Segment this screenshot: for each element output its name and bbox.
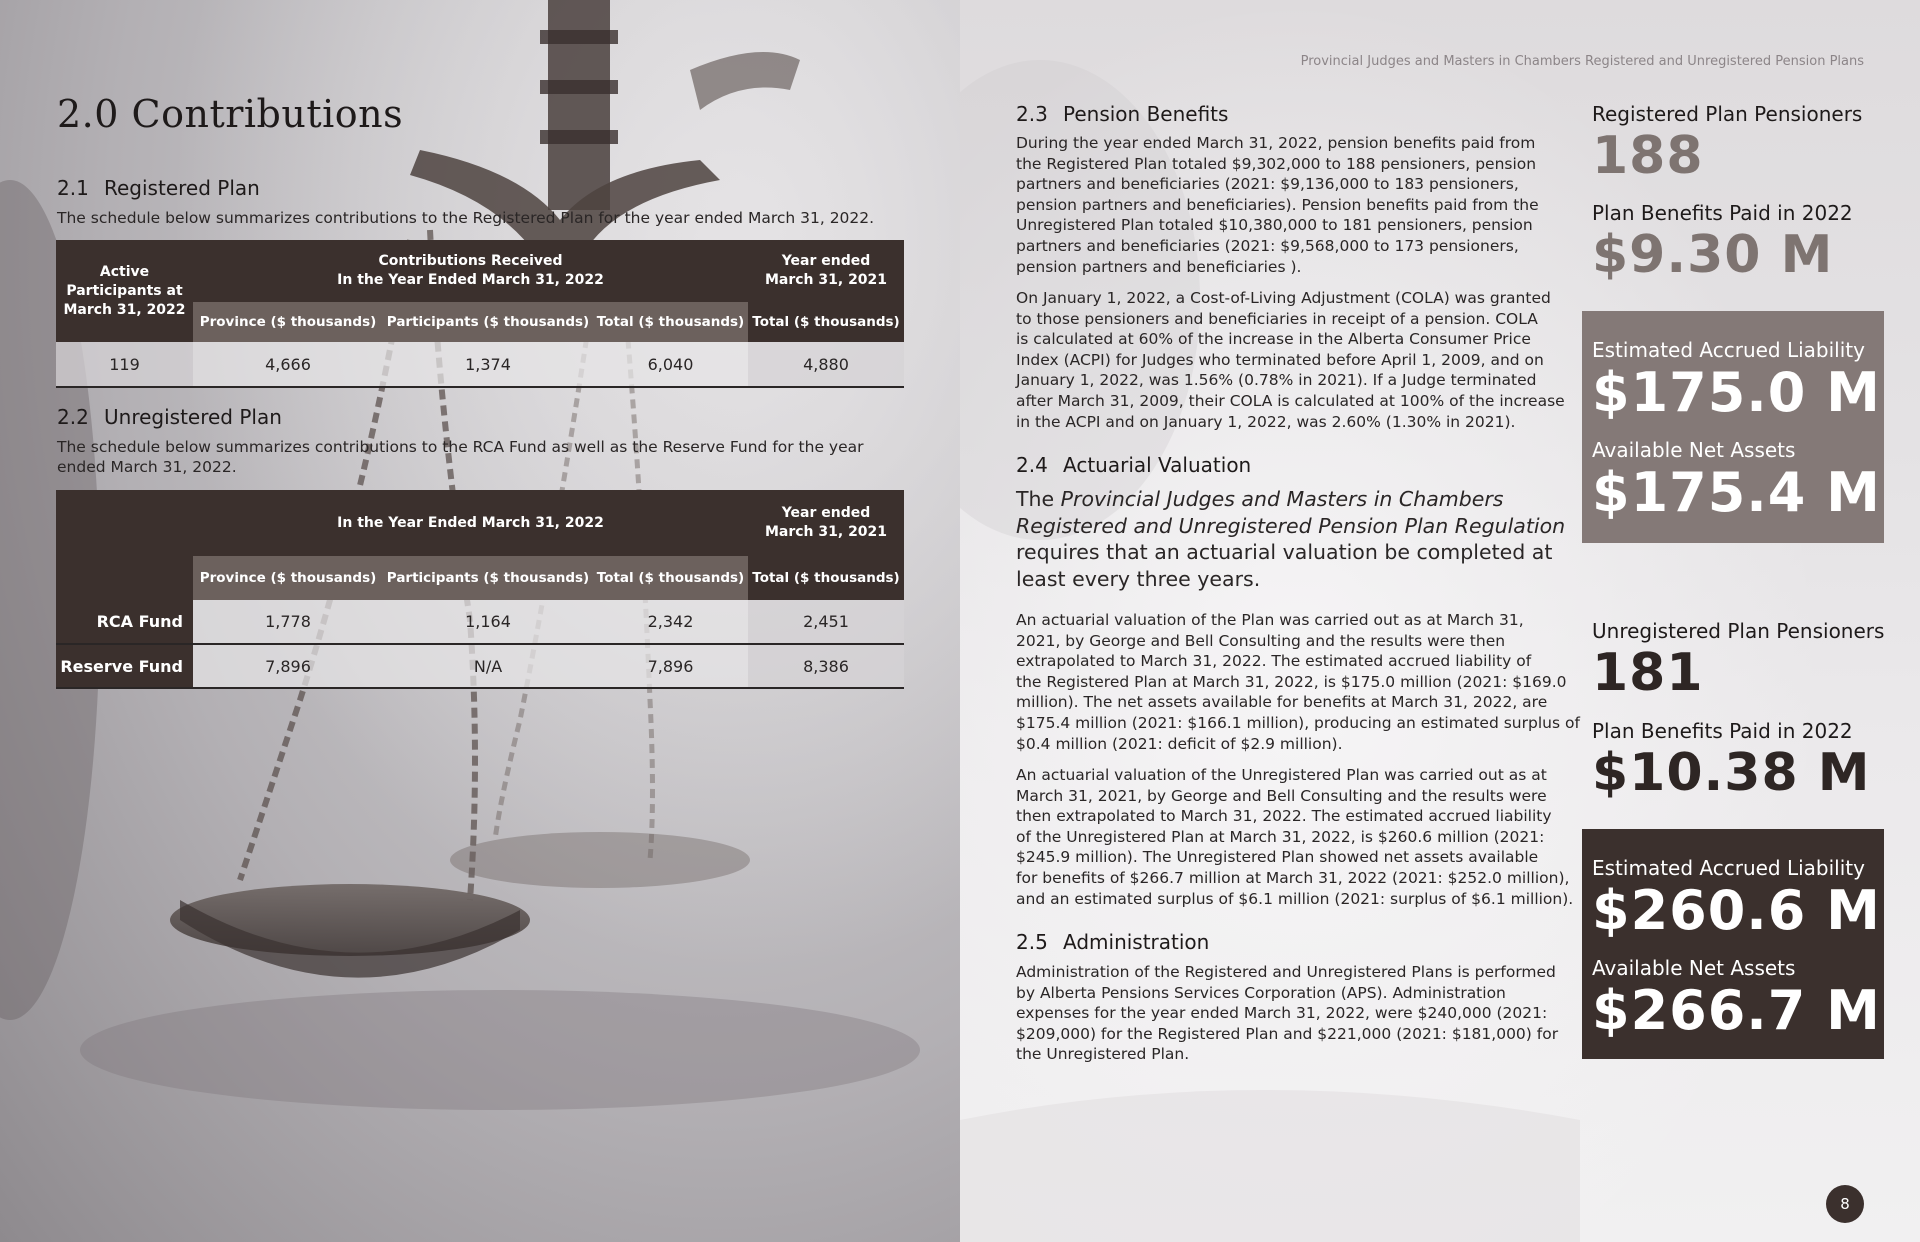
- cell-total: 2,342: [593, 600, 748, 644]
- actuarial-paragraph-1: An actuarial valuation of the Plan was carried out as at March 31, 2021, by George and Bell Consulting and the results were then extrapolated to March 31, 2022. The estimated accrued liability of the Registered Plan at March 31, 2022, is $175.0 million (2021: $169.0 million). The net assets available for benefits at March 31, 2022, are $175.4 million (2021: $166.1 million), producing an estimated surplus of $0.4 million (2021: deficit of $2.9 million).: [1016, 611, 1580, 753]
- cell-active-participants: 119: [56, 342, 193, 387]
- cell-total: 6,040: [593, 342, 748, 387]
- registered-liability-label: Estimated Accrued Liability: [1592, 338, 1865, 362]
- unregistered-liability-box: [1582, 829, 1884, 1059]
- pension-benefits-paragraph-2: On January 1, 2022, a Cost-of-Living Adjustment (COLA) was granted to those pensioners and beneficiaries in receipt of a pension. COLA is calculated at 60% of the increase in the Alberta Consumer Price Index (ACPI) for Judges who terminated before April 1, 2009, and on January 1, 2022, was 1.56% (0.78% in 2021). If a Judge terminated after March 31, 2009, their COLA is calculated at 100% of the increase in the ACPI and on January 1, 2022, was 2.60% (1.30% in 2021).: [1016, 289, 1565, 431]
- section-title: 2.0 Contributions: [57, 92, 404, 136]
- actuarial-lead-statement: The Provincial Judges and Masters in Chambers Registered and Unregistered Pension Plan Regulation requires that an actuarial valuation be completed at least every three years.: [1016, 487, 1566, 591]
- administration-paragraph: Administration of the Registered and Unregistered Plans is performed by Alberta Pensions Services Corporation (APS). Administration expenses for the year ended March 31, 2022, were $240,000 (2021: $209,000) for the Registered Plan and $221,000 (2021: $181,000) for the Unregistered Plan.: [1016, 963, 1559, 1064]
- registered-pensioners-value: 188: [1592, 126, 1704, 186]
- right-page: [960, 0, 1920, 1242]
- unregistered-paid-label: Plan Benefits Paid in 2022: [1592, 719, 1853, 743]
- subsection-title: Registered Plan: [104, 176, 260, 200]
- registered-paid-label: Plan Benefits Paid in 2022: [1592, 201, 1853, 225]
- unregistered-assets-value: $266.7 M: [1592, 979, 1881, 1042]
- unregistered-pensioners-value: 181: [1592, 643, 1704, 703]
- col-header-year-ended: Year ended March 31, 2021: [748, 240, 904, 302]
- cell-province: 1,778: [193, 600, 383, 644]
- cell-province: 7,896: [193, 644, 383, 688]
- cell-participants: N/A: [383, 644, 593, 688]
- row-label-rca-fund: RCA Fund: [56, 600, 193, 644]
- registered-liability-value: $175.0 M: [1592, 361, 1881, 424]
- row-label-reserve-fund: Reserve Fund: [56, 644, 193, 688]
- registered-pensioners-label: Registered Plan Pensioners: [1592, 102, 1863, 126]
- registered-intro: The schedule below summarizes contributions to the Registered Plan for the year ended March 31, 2022.: [57, 209, 875, 227]
- cell-total-2021: 4,880: [748, 342, 904, 387]
- actuarial-paragraph-2: An actuarial valuation of the Unregistered Plan was carried out as at March 31, 2021, by George and Bell Consulting and the results were then extrapolated to March 31, 2022. The estimated accrued liability of the Unregistered Plan at March 31, 2022, is $260.6 million (2021: $245.9 million). The Unregistered Plan showed net assets available for benefits of $266.7 million at March 31, 2022 (2021: $252.0 million), and an estimated surplus of $6.1 million (2021: surplus of $6.1 million).: [1016, 766, 1574, 908]
- col-header-total-2021: Total ($ thousands): [748, 556, 904, 600]
- cell-participants: 1,374: [383, 342, 593, 387]
- registered-liability-box: [1582, 311, 1884, 543]
- unregistered-paid-value: $10.38 M: [1592, 743, 1871, 803]
- subsection-number: 2.1: [57, 176, 89, 200]
- registered-contributions-table: [56, 240, 904, 388]
- unregistered-assets-label: Available Net Assets: [1592, 956, 1796, 980]
- registered-paid-value: $9.30 M: [1592, 225, 1834, 285]
- unregistered-contributions-table: [56, 490, 904, 689]
- col-header-active-participants: Active Participants at March 31, 2022: [56, 240, 193, 342]
- col-header-contributions: Contributions Received In the Year Ended March 31, 2022: [193, 240, 748, 302]
- subsection-heading-administration: 2.5 Administration: [1016, 930, 1210, 954]
- registered-assets-label: Available Net Assets: [1592, 438, 1796, 462]
- subsection-heading-unregistered: [57, 405, 282, 429]
- unregistered-liability-value: $260.6 M: [1592, 879, 1881, 942]
- pension-benefits-paragraph-1: During the year ended March 31, 2022, pension benefits paid from the Registered Plan totaled $9,302,000 to 188 pensioners, pension partners and beneficiaries (2021: $9,136,000 to 183 pensioners, pension partners and beneficiaries). Pension benefits paid from the Unregistered Plan totaled $10,380,000 to 181 pensioners, pension partners and beneficiaries (2021: $9,568,000 to 173 pensioners, pension partners and beneficiaries ).: [1016, 134, 1539, 276]
- col-header-contributions: In the Year Ended March 31, 2022: [193, 490, 748, 556]
- col-header-year-ended: Year ended March 31, 2021: [748, 490, 904, 556]
- page-number-badge: 8: [1826, 1185, 1864, 1223]
- registered-assets-value: $175.4 M: [1592, 461, 1881, 524]
- unregistered-pensioners-label: Unregistered Plan Pensioners: [1592, 619, 1885, 643]
- subsection-number: 2.2: [57, 405, 89, 429]
- subsection-heading-pension-benefits: 2.3 Pension Benefits: [1016, 102, 1229, 126]
- cell-total: 7,896: [593, 644, 748, 688]
- col-header-blank: [56, 490, 193, 600]
- table-row: [56, 644, 904, 688]
- table-row: [56, 342, 904, 387]
- table-row: [56, 600, 904, 644]
- col-header-participants: Participants ($ thousands): [383, 556, 593, 600]
- col-header-province: Province ($ thousands): [193, 556, 383, 600]
- cell-participants: 1,164: [383, 600, 593, 644]
- subsection-title: Unregistered Plan: [104, 405, 282, 429]
- subsection-heading-registered: [57, 176, 260, 200]
- unregistered-intro: The schedule below summarizes contributions to the RCA Fund as well as the Reserve Fund for the year ended March 31, 2022.: [57, 438, 864, 476]
- cell-province: 4,666: [193, 342, 383, 387]
- col-header-participants: Participants ($ thousands): [383, 302, 593, 342]
- cell-total-2021: 8,386: [748, 644, 904, 688]
- cell-total-2021: 2,451: [748, 600, 904, 644]
- col-header-province: Province ($ thousands): [193, 302, 383, 342]
- col-header-total: Total ($ thousands): [593, 556, 748, 600]
- unregistered-liability-label: Estimated Accrued Liability: [1592, 856, 1865, 880]
- running-header: Provincial Judges and Masters in Chambers Registered and Unregistered Pension Plans: [1300, 54, 1864, 69]
- subsection-heading-actuarial-valuation: 2.4 Actuarial Valuation: [1016, 453, 1252, 477]
- col-header-total-2021: Total ($ thousands): [748, 302, 904, 342]
- col-header-total: Total ($ thousands): [593, 302, 748, 342]
